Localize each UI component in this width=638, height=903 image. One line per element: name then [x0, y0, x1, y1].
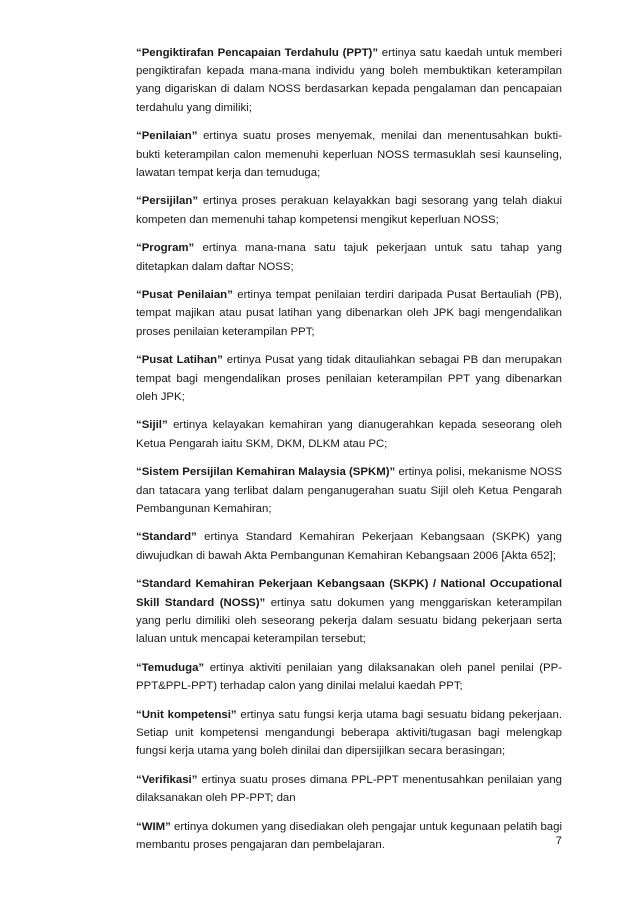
definition-entry-pusat-penilaian [136, 286, 562, 341]
definition-entry-program [136, 239, 562, 275]
definition-entry-persijilan [136, 192, 562, 228]
definition-term: “Penilaian” [136, 130, 198, 143]
definition-term: “Standard” [136, 531, 197, 544]
definition-text: ertinya satu dokumen yang menggariskan keterampilan yang perlu dimiliki oleh seseorang pekerja dalam sesuatu bidang pekerjaan serta laluan untuk mencapai keterampilan tersebut; [136, 596, 563, 645]
definition-entry-ppt [136, 44, 562, 117]
definition-term: “Sistem Persijilan Kemahiran Malaysia (SPKM)” [136, 466, 396, 479]
definition-text: ertinya Standard Kemahiran Pekerjaan Kebangsaan (SKPK) yang diwujudkan di bawah Akta Pembangunan Kemahiran Kebangsaan 2006 [Akta 652]; [136, 531, 562, 562]
definition-entry-wim [136, 818, 562, 854]
definition-text: ertinya polisi, mekanisme NOSS dan tatacara yang terlibat dalam penganugerahan suatu Sijil oleh Ketua Pengarah Pembangunan Kemahiran; [136, 466, 562, 515]
definition-text: ertinya aktiviti penilaian yang dilaksanakan oleh panel penilai (PP-PPT&PPL-PPT) terhadap calon yang dinilai melalui kaedah PPT; [136, 661, 562, 692]
definition-text: ertinya proses perakuan kelayakkan bagi sesorang yang telah diakui kompeten dan memenuhi tahap kompetensi mengikut keperluan NOSS; [136, 195, 562, 226]
definition-entry-verifikasi [136, 771, 562, 807]
definition-term: “Verifikasi” [136, 773, 198, 786]
definition-term: “Temuduga” [136, 661, 205, 674]
definition-text: ertinya Pusat yang tidak ditauliahkan sebagai PB dan merupakan tempat bagi mengendalikan proses penilaian keterampilan PPT yang dibenarkan oleh JPK; [136, 354, 562, 403]
definition-term: “Pusat Latihan” [136, 354, 223, 367]
definition-entry-spkm [136, 463, 562, 518]
definition-text: ertinya satu kaedah untuk memberi pengiktirafan kepada mana-mana individu yang boleh membuktikan keterampilan yang digariskan di dalam NOSS berdasarkan kepada pengalaman dan pencapaian terdahulu yang dimiliki; [136, 47, 562, 114]
definition-text: ertinya kelayakan kemahiran yang dianugerahkan kepada seseorang oleh Ketua Pengarah iaitu SKM, DKM, DLKM atau PC; [136, 419, 562, 450]
definition-text: ertinya satu fungsi kerja utama bagi sesuatu bidang pekerjaan. Setiap unit kompetensi mengandungi beberapa aktiviti/tugasan bagi melengkap fungsi kerja utama yang boleh dinilai dan dipersijilkan secara berasingan; [136, 708, 562, 757]
definition-term: “Sijil” [136, 419, 168, 432]
document-page [136, 44, 562, 865]
definition-term: “WIM” [136, 820, 171, 833]
definition-entry-skpk-noss [136, 575, 562, 648]
definition-entry-temuduga [136, 659, 562, 695]
definition-text: ertinya suatu proses menyemak, menilai dan menentusahkan bukti-bukti keterampilan calon memenuhi keperluan NOSS termasuklah sesi kaunseling, lawatan tempat kerja dan temuduga; [136, 130, 562, 179]
page-number: 7 [555, 835, 562, 847]
definition-text: ertinya suatu proses dimana PPL-PPT menentusahkan penilaian yang dilaksanakan oleh PP-PPT; dan [136, 773, 562, 804]
definition-term: “Program” [136, 242, 195, 255]
definition-term: “Persijilan” [136, 195, 199, 208]
definition-term: “Pengiktirafan Pencapaian Terdahulu (PPT)” [136, 47, 379, 59]
definition-term: “Standard Kemahiran Pekerjaan Kebangsaan (SKPK) / National Occupational Skill Standard (NOSS)” [136, 578, 562, 609]
definition-term: “Pusat Penilaian” [136, 289, 233, 302]
definition-entry-pusat-latihan [136, 351, 562, 406]
definition-entry-penilaian [136, 127, 562, 182]
definition-term: “Unit kompetensi” [136, 708, 237, 721]
definition-text: ertinya mana-mana satu tajuk pekerjaan untuk satu tahap yang ditetapkan dalam daftar NOSS; [136, 242, 562, 273]
definition-text: ertinya dokumen yang disediakan oleh pengajar untuk kegunaan pelatih bagi membantu proses pengajaran dan pembelajaran. [136, 820, 562, 851]
definition-entry-sijil [136, 416, 562, 452]
definition-entry-standard [136, 528, 562, 564]
definition-entry-unit-kompetensi [136, 706, 562, 761]
definition-text: ertinya tempat penilaian terdiri daripada Pusat Bertauliah (PB), tempat majikan atau pusat latihan yang dibenarkan oleh JPK bagi mengendalikan proses penilaian keterampilan PPT; [136, 289, 562, 338]
